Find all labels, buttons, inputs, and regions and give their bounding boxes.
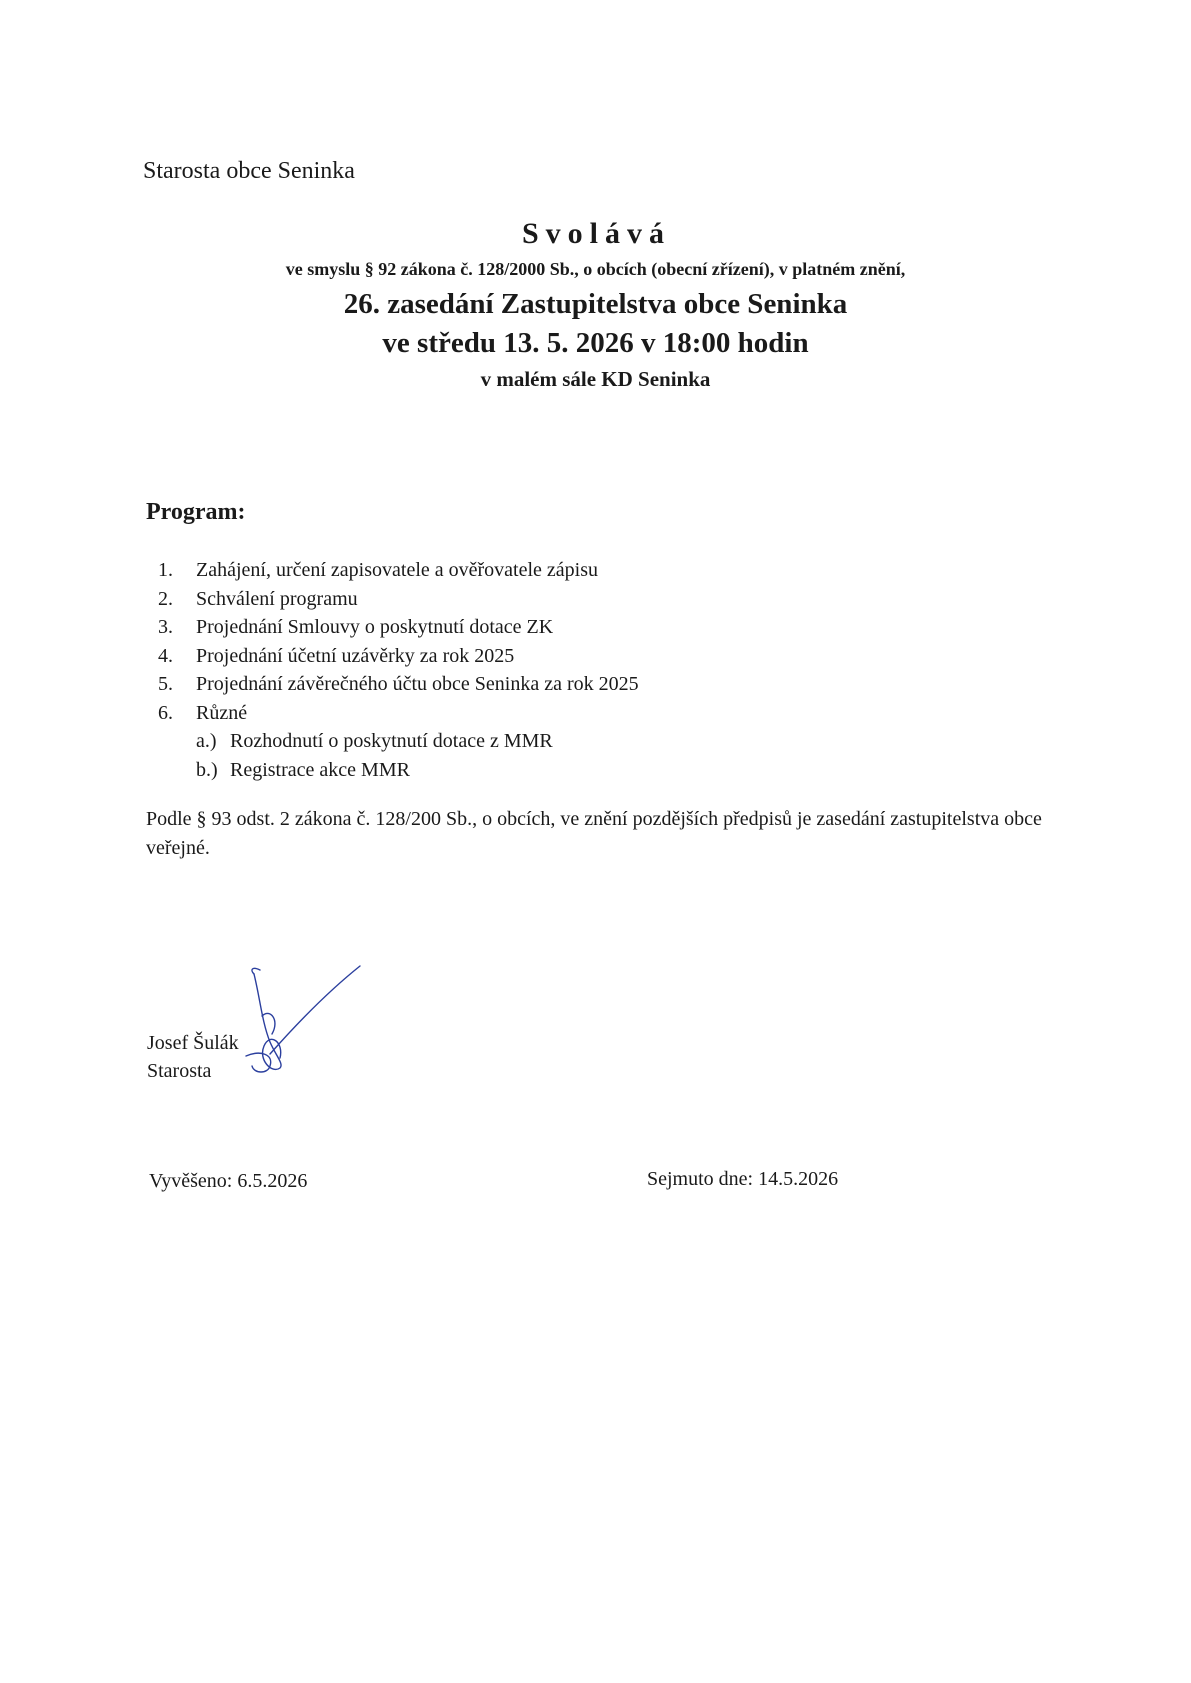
program-list	[158, 556, 639, 784]
program-item-text: Projednání závěrečného účtu obce Seninka za rok 2025	[196, 673, 639, 695]
program-item	[158, 699, 639, 785]
program-item-number: 4.	[158, 644, 173, 667]
document-title: Svolává	[521, 217, 672, 250]
signer-name: Josef Šulák	[147, 1032, 239, 1054]
program-sublist	[196, 727, 639, 784]
program-item-text: Schválení programu	[196, 587, 358, 610]
meeting-datetime: ve středu 13. 5. 2026 v 18:00 hodin	[382, 327, 809, 359]
meeting-name: 26. zasedání Zastupitelstva obce Seninka	[343, 288, 848, 320]
signer-role: Starosta	[147, 1060, 212, 1082]
program-item-number: 5.	[158, 673, 173, 695]
program-item-number: 1.	[158, 559, 173, 581]
program-item-text: Různé	[196, 701, 248, 724]
program-subitem-text: Registrace akce MMR	[230, 758, 410, 781]
legal-basis-subtitle: ve smyslu § 92 zákona č. 128/2000 Sb., o obcích (obecní zřízení), v platném znění,	[285, 259, 906, 279]
signer-block	[147, 1029, 239, 1085]
program-subitem-letter: b.)	[196, 758, 218, 781]
program-subitem	[196, 756, 639, 785]
program-item-text: Projednání Smlouvy o poskytnutí dotace ZK	[196, 616, 554, 638]
handwritten-signature	[240, 950, 380, 1085]
program-item-number: 6.	[158, 701, 173, 724]
removed-date: Sejmuto dne: 14.5.2026	[647, 1168, 839, 1190]
program-subitem-text: Rozhodnutí o poskytnutí dotace z MMR	[230, 730, 553, 752]
program-heading: Program:	[146, 499, 246, 525]
legal-note: Podle § 93 odst. 2 zákona č. 128/200 Sb., o obcích, ve znění pozdějších předpisů je zasedání zastupitelstva obce veřejné.	[146, 808, 1042, 859]
program-subitem-letter: a.)	[196, 730, 217, 752]
program-item-text: Projednání účetní uzávěrky za rok 2025	[196, 644, 515, 667]
meeting-place: v malém sále KD Seninka	[480, 367, 711, 391]
program-subitem	[196, 727, 639, 756]
program-item-number: 2.	[158, 587, 173, 610]
program-item	[158, 613, 639, 642]
posted-date: Vyvěšeno: 6.5.2026	[149, 1170, 308, 1192]
program-item	[158, 556, 639, 585]
program-item	[158, 585, 639, 614]
issuer-line: Starosta obce Seninka	[143, 158, 355, 184]
program-item	[158, 670, 639, 699]
program-item-text: Zahájení, určení zapisovatele a ověřovatele zápisu	[196, 559, 599, 581]
program-item-number: 3.	[158, 616, 173, 638]
program-item	[158, 642, 639, 671]
